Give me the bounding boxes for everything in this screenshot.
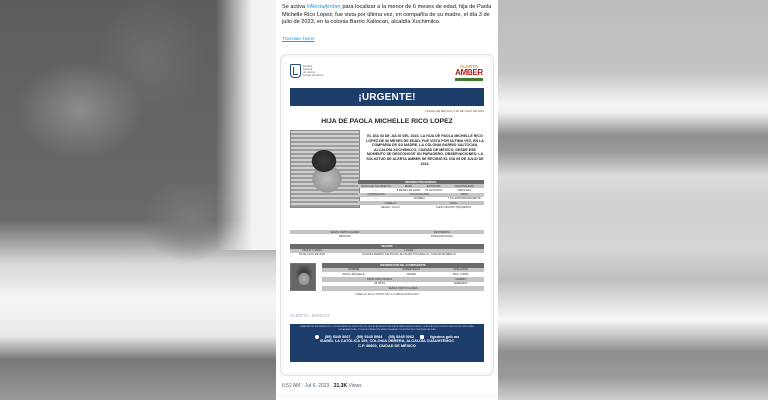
hashtag-link[interactable]: #AlertaAmber: [306, 4, 341, 10]
agency-line-4: Ciudad de México: [303, 74, 324, 78]
cell-value: 70 CM APROX: [425, 188, 443, 192]
cell-value: FEMENINO: [453, 282, 468, 286]
col-header: EDAD APROXIMADA: [322, 277, 437, 282]
tweet-text: [282, 4, 492, 27]
col-header: CABELLO: [358, 201, 423, 205]
col-header: OJOS: [423, 201, 484, 205]
agency-logo: [290, 64, 324, 78]
col-header: PARENTESCO: [385, 268, 437, 273]
cell-value: ----: [374, 188, 378, 192]
details-section: [290, 230, 484, 296]
col-header: GÉNERO: [437, 277, 484, 282]
personal-info-table: [358, 180, 484, 209]
amber-logo-top: ALERTA: [460, 64, 478, 69]
amber-logo-bar: [455, 78, 483, 81]
phone-3: (55) 5345 5062: [388, 334, 415, 339]
views-count: 21.3K: [333, 383, 348, 389]
cell-value: RICO LÓPEZ: [452, 273, 469, 277]
companion-photo: [290, 263, 316, 291]
col-header: COMPLEXIÓN: [358, 193, 394, 197]
col-header: NOMBRE: [322, 268, 385, 273]
cell-value: 6 MESES DE EDAD: [396, 188, 421, 192]
agency-line-3: de Justicia: [303, 71, 316, 74]
col-header: PESO: [445, 193, 484, 197]
tweet-date[interactable]: Jul 6, 2023: [304, 383, 330, 389]
website: fgjcdmx.gob.mx: [430, 334, 460, 339]
cell-value: COLONIA BARRIO XALTOCAN, ALCALDÍA XOCHIMILCO, CIUDAD DE MÉXICO: [361, 253, 457, 257]
views-label: Views: [348, 383, 362, 389]
place-date: CIUDAD DE MÉXICO, A 06 DE JULIO DE 2023: [424, 109, 484, 113]
poster-footer: [290, 324, 484, 362]
divider: [276, 395, 498, 396]
cell-value: 03 DE JULIO DE 2023: [298, 253, 325, 257]
blurred-background-left: [0, 0, 276, 400]
col-header: LUGAR: [334, 249, 484, 253]
cell-value: 7 KG APROXIMADAMENTE: [447, 197, 481, 201]
poster-header: [290, 64, 484, 88]
col-header: VESTIMENTA: [400, 230, 484, 234]
footer-address-2: C.P. 06800, CIUDAD DE MÉXICO: [358, 343, 416, 348]
fgj-emblem-icon: [290, 64, 301, 78]
amber-alert-logo: [454, 64, 484, 86]
urgent-banner: ¡URGENTE!: [290, 88, 484, 106]
tweet-time[interactable]: 6:52 AM: [282, 383, 301, 389]
phone-2: (55) 5345 5084: [356, 334, 383, 339]
personal-info-header: INFORMACIÓN GENERAL: [358, 180, 484, 184]
agency-line-1: Fiscalía: [303, 64, 312, 68]
background-light-strip: [216, 0, 276, 250]
cell-value: CAFÉ OSCURO, PEQUEÑOS: [435, 205, 471, 209]
case-description: EL DÍA 03 DE JULIO DEL 2023, LA HIJA DE PAOLA MICHELLE RICO LÓPEZ DE 06 MESES DE EDAD, FUE VISTA POR ÚLTIMA VEZ, EN LA COMPAÑÍA DE SU MADRE, LA COLONIA BARRIO XALTOCAN, ALCALDÍA XOCHIMILCO, CIUDAD DE MÉXICO, DESDE ESE MOMENTO SE DESCONOCE SU PARADERO. OBSERVACIONES: LA SOLICITUD DE ALERTA AMBER SE RECIBIÓ EL DÍA 05 DE JULIO DE 2023.: [366, 134, 484, 166]
col-header: FECHA DE NACIMIENTO: [358, 184, 394, 188]
cell-value: PAOLA MICHELLE: [342, 273, 365, 277]
cell-value: PAÑALERO ROSA: [430, 234, 453, 238]
tweet-text-body: para localizar a la menor de 6 meses de edad, hija de Paola Michelle Rico López, fue vista por última vez, en compañía de su madre, el día 3 de julio de 2023, en la colonia Barrio Xaltocan, alcaldía Xochimilco.: [282, 4, 492, 26]
tweet-panel: [276, 0, 498, 400]
col-header: SEÑAS PARTICULARES: [322, 286, 484, 291]
col-header: COLOR DE PIEL: [394, 193, 445, 197]
alert-code: ALERTA: 9090/23: [290, 313, 330, 318]
col-header: NACIONALIDAD: [445, 184, 484, 188]
cell-value: NEGRO, LACIO: [381, 205, 400, 209]
col-header: ESTATURA: [423, 184, 445, 188]
blurred-background-right: [498, 0, 768, 400]
tweet-text-lead: Se activa: [282, 4, 307, 10]
phone-1: (55) 5345 5067: [324, 334, 351, 339]
companion-note: CABELLO EN LA PARTE DE LA CABEZA RASURADO: [355, 292, 419, 296]
cell-value: 18 AÑOS: [374, 282, 386, 286]
features-table: [290, 230, 484, 238]
cell-value: MADRE: [406, 273, 416, 277]
col-header: SEÑAS PARTICULARES: [290, 230, 400, 234]
poster-title: HIJA DE PAOLA MICHELLE RICO LOPEZ: [321, 118, 453, 125]
cell-value: MORENA: [413, 197, 426, 201]
col-header: FECHA Y HORA: [290, 249, 334, 253]
alert-poster: [284, 58, 490, 372]
agency-line-2: General: [303, 67, 313, 71]
footer-disclaimer: PARA MAYOR INFORMACIÓN, COMUNICARSE AL TELÉFONO DE LA FISCALÍA ESPECIALIZADA PARA LA BÚSQUEDA, LOCALIZACIÓN E INVESTIGACIÓN DE PERSONAS DESAPARECIDAS. TODA INFORMACIÓN SERÁ TRATADA CON ESTRICTA CONFIDENCIALIDAD: [300, 326, 474, 331]
missing-child-photo: [290, 130, 360, 208]
event-header: HECHOS: [290, 244, 484, 248]
companion-table: [322, 263, 484, 291]
footer-address-1: ISABEL LA CATÓLICA 105, COLONIA OBRERA, ALCALDÍA CUAUHTÉMOC: [319, 338, 455, 343]
companion-header: INFORMACIÓN DEL ACOMPAÑANTE: [322, 263, 484, 268]
cell-value: MEXICANA: [457, 188, 472, 192]
companion-section: [290, 263, 484, 291]
agency-logo-text: [303, 65, 324, 78]
amber-logo-main: AMBER: [455, 68, 483, 77]
phone-icon: [315, 335, 319, 339]
tweet-meta: 6:52 AM · Jul 6, 2023 · 21.3K Views: [282, 383, 362, 389]
cell-value: ----: [374, 197, 378, 201]
web-icon: [420, 335, 424, 339]
cell-value: NINGUNA: [338, 234, 351, 238]
event-table: [290, 244, 484, 257]
translate-tweet-link[interactable]: Translate Tweet: [282, 35, 315, 41]
col-header: EDAD: [394, 184, 423, 188]
tweet-media-card[interactable]: [280, 54, 494, 376]
col-header: APELLIDOS: [437, 268, 484, 273]
